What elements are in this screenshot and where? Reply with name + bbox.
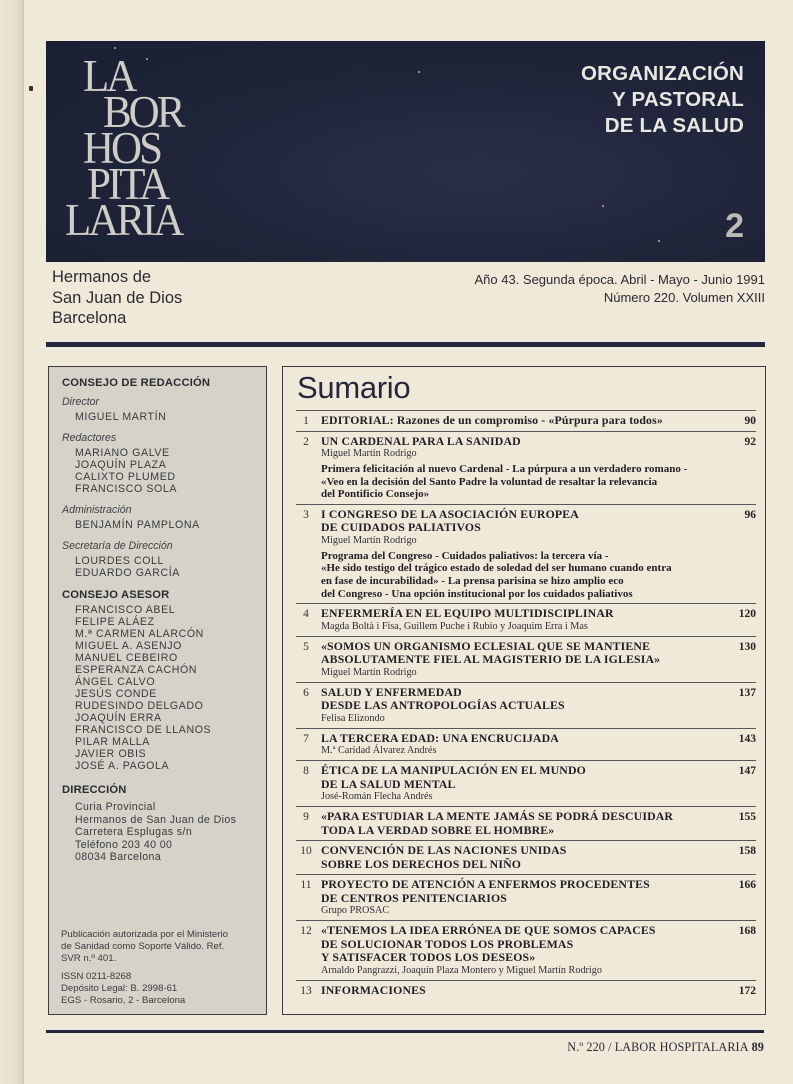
advisor-name: JESÚS CONDE (75, 688, 157, 700)
entry-number: 8 (303, 765, 309, 778)
entry-body (321, 924, 716, 977)
address-line: 08034 Barcelona (75, 851, 162, 863)
entry-title-line: UN CARDENAL PARA LA SANIDAD (321, 433, 521, 448)
advisor-name: ESPERANZA CACHÓN (75, 664, 198, 676)
entry-subtopic-line: Primera felicitación al nuevo Cardenal - La púrpura a un verdadero romano - (321, 463, 688, 475)
entry-body (321, 607, 716, 633)
advisor-name: JOSÉ A. PAGOLA (75, 760, 170, 772)
advisor-name: M.ª CARMEN ALARCÓN (75, 628, 204, 640)
entry-page-number: 120 (738, 608, 756, 621)
entry-page-number: 172 (738, 984, 756, 997)
entry-title-line: I CONGRESO DE LA ASOCIACIÓN EUROPEA (321, 506, 579, 521)
issue-volume-line: Número 220. Volumen XXIII (603, 290, 765, 305)
entry-author: Magda Boltà i Fisa, Guillem Puche i Rubio y Joaquim Erra i Mas (321, 620, 588, 632)
banner-title-line: DE LA SALUD (604, 114, 744, 137)
banner-title-line: ORGANIZACIÓN (581, 62, 744, 85)
entry-page-number: 158 (738, 845, 756, 858)
publisher-block (52, 267, 182, 329)
table-of-contents (282, 366, 766, 1015)
authorization-line: de Sanidad como Soporte Válido. Ref. (61, 941, 225, 952)
entry-page-number: 143 (738, 732, 756, 745)
print-speck (658, 240, 660, 242)
entry-subtopic-line: «Veo en la decisión del Santo Padre la voluntad de resaltar la relevancia (321, 475, 658, 488)
entry-number: 2 (303, 435, 309, 448)
toc-title: Sumario (297, 370, 411, 405)
advisor-name: ÁNGEL CALVO (75, 676, 156, 688)
entry-title-line: SOBRE LOS DERECHOS DEL NIÑO (321, 856, 522, 871)
entry-title-line: ÉTICA DE LA MANIPULACIÓN EN EL MUNDO (321, 763, 586, 778)
toc-entry (296, 410, 756, 431)
entry-author: Miguel Martín Rodrigo (321, 448, 417, 459)
print-speck (114, 47, 116, 49)
footer-running-title: N.º 220 / LABOR HOSPITALARIA (567, 1040, 749, 1054)
entry-page-number: 166 (738, 879, 756, 892)
toc-entry (296, 920, 756, 980)
entry-number: 11 (300, 879, 312, 892)
entry-body (321, 508, 716, 600)
entry-subtopic-line: del Pontificio Consejo» (321, 488, 430, 501)
consejo-redaccion-heading: CONSEJO DE REDACCIÓN (62, 377, 211, 389)
toc-entry (296, 840, 756, 874)
advisor-name: FELIPE ALÁEZ (75, 616, 155, 628)
staff-name: MARIANO GALVE (75, 447, 170, 459)
role-label: Redactores (62, 432, 117, 444)
entry-page-number: 155 (738, 811, 756, 824)
direccion-heading: DIRECCIÓN (62, 784, 127, 796)
logo-line: LARIA (65, 195, 182, 246)
entry-page-number: 130 (738, 640, 756, 653)
print-speck (602, 205, 604, 207)
entry-title-line: DESDE LAS ANTROPOLOGÍAS ACTUALES (321, 698, 565, 713)
toc-entry (296, 636, 756, 682)
staff-name: FRANCISCO SOLA (75, 483, 177, 495)
names-list (62, 411, 266, 423)
entry-title-line: ABSOLUTAMENTE FIEL AL MAGISTERIO DE LA IGLESIA» (321, 652, 661, 667)
advisor-name: PILAR MALLA (75, 736, 150, 748)
print-speck (29, 86, 33, 91)
entry-title-line: «SOMOS UN ORGANISMO ECLESIAL QUE SE MANTIENE (321, 638, 651, 653)
entry-subtopic-line: «He sido testigo del trágico estado de soledad del ser humano cuando entra (321, 562, 672, 575)
entry-number: 6 (303, 686, 309, 699)
advisor-name: JAVIER OBIS (75, 748, 147, 760)
print-speck (146, 58, 148, 60)
entry-body (321, 640, 716, 679)
entry-number: 10 (300, 845, 312, 858)
toc-entry (296, 760, 756, 806)
entry-author: M.ª Caridad Álvarez Andrés (321, 745, 437, 757)
publisher-line: Barcelona (52, 309, 127, 327)
toc-entry (296, 603, 756, 636)
labor-hospitalaria-logo (65, 51, 245, 246)
footer-rule (46, 1030, 764, 1033)
toc-entry (296, 504, 756, 603)
entry-number: 13 (300, 984, 312, 997)
staff-box (48, 366, 267, 1015)
masthead-banner (46, 41, 765, 262)
entry-author: José-Román Flecha Andrés (321, 791, 433, 803)
entry-body (321, 984, 716, 998)
entry-author: Grupo PROSAC (321, 905, 390, 917)
advisor-name: FRANCISCO DE LLANOS (75, 724, 212, 736)
names-list (62, 447, 266, 495)
advisor-name: JOAQUÍN ERRA (75, 712, 162, 724)
toc-entry (296, 980, 756, 1001)
entry-number: 3 (303, 508, 309, 521)
publisher-line: San Juan de Dios (52, 288, 183, 307)
entry-subtopics (321, 463, 716, 501)
page-gutter (0, 0, 24, 1084)
advisor-name: RUDESINDO DELGADO (75, 700, 204, 712)
entry-number: 4 (303, 608, 309, 621)
entry-title-line: LA TERCERA EDAD: UNA ENCRUCIJADA (321, 730, 559, 745)
entry-title-line: INFORMACIONES (321, 982, 426, 997)
advisor-name: MIGUEL A. ASENJO (75, 640, 182, 652)
consejo-asesor-heading: CONSEJO ASESOR (62, 589, 170, 601)
staff-name: BENJAMÍN PAMPLONA (75, 519, 200, 531)
advisor-name: MANUEL CEBEIRO (75, 652, 178, 664)
staff-name: MIGUEL MARTÍN (75, 411, 167, 423)
entry-body (321, 414, 716, 428)
staff-name: CALIXTO PLUMED (75, 471, 176, 483)
entry-number: 5 (303, 640, 309, 653)
names-list (62, 555, 266, 579)
entry-subtopic-line: en fase de incurabilidad» - La prensa parisina se hizo amplio eco (321, 574, 624, 587)
entry-body (321, 686, 716, 725)
address-block (62, 801, 266, 864)
staff-name: EDUARDO GARCÍA (75, 567, 180, 579)
legal-block (61, 929, 228, 1007)
entry-page-number: 92 (744, 435, 756, 448)
page-number: 89 (751, 1040, 764, 1054)
entry-title-line: DE CUIDADOS PALIATIVOS (321, 520, 481, 535)
logo-line: BOR (103, 87, 183, 138)
entry-body (321, 878, 716, 917)
entry-body (321, 810, 716, 837)
entry-body (321, 435, 716, 501)
authorization-line: Publicación autorizada por el Ministerio (61, 929, 228, 940)
address-line: Curia Provincial (75, 801, 156, 813)
entry-title-line: PROYECTO DE ATENCIÓN A ENFERMOS PROCEDENTES (321, 877, 650, 892)
authorization-line: SVR n.º 401. (61, 953, 117, 964)
toc-entry (296, 682, 756, 728)
entry-body (321, 764, 716, 803)
address-line: Hermanos de San Juan de Dios (75, 813, 237, 826)
logo-line: HOS (83, 123, 161, 174)
logo-line: LA (83, 51, 135, 102)
entry-title-line: DE CENTROS PENITENCIARIOS (321, 890, 507, 905)
entry-body (321, 732, 716, 758)
deposito-legal: Depósito Legal: B. 2998-61 (61, 983, 178, 994)
entry-number: 1 (303, 415, 309, 427)
publisher-line: Hermanos de (52, 268, 152, 286)
names-list (62, 519, 266, 531)
page-footer (567, 1040, 764, 1055)
entry-number: 7 (303, 732, 309, 745)
toc-list (296, 410, 756, 1000)
entry-page-number: 137 (738, 686, 756, 699)
issue-number: 2 (725, 207, 744, 245)
entry-subtopic-line: Programa del Congreso - Cuidados paliativos: la tercera vía - (321, 549, 609, 562)
publication-meta (474, 271, 765, 307)
entry-subtopics (321, 550, 716, 600)
banner-title-line: Y PASTORAL (612, 88, 744, 111)
role-label: Secretaría de Dirección (62, 540, 173, 552)
entry-body (321, 844, 716, 871)
entry-author: Miguel Martín Rodrigo (321, 534, 417, 546)
print-speck (418, 71, 420, 73)
toc-entry (296, 431, 756, 504)
staff-name: LOURDES COLL (75, 555, 165, 567)
toc-entry (296, 874, 756, 920)
entry-author: Arnaldo Pangrazzi, Joaquín Plaza Montero y Miguel Martín Rodrigo (321, 964, 602, 976)
staff-name: JOAQUÍN PLAZA (75, 459, 167, 471)
role-label: Director (62, 396, 100, 408)
entry-author: Felisa Elizondo (321, 712, 385, 724)
entry-title-line: CONVENCIÓN DE LAS NACIONES UNIDAS (321, 843, 567, 858)
address-line: Teléfono 203 40 00 (75, 838, 173, 851)
entry-page-number: 168 (738, 925, 756, 938)
entry-title-line: Y SATISFACER TODOS LOS DESEOS» (321, 950, 536, 965)
entry-number: 9 (303, 811, 309, 824)
entry-title-line: DE SOLUCIONAR TODOS LOS PROBLEMAS (321, 936, 574, 951)
entry-title-line: ENFERMERÍA EN EL EQUIPO MULTIDISCIPLINAR (321, 606, 614, 621)
entry-number: 12 (300, 925, 312, 938)
toc-entry (296, 728, 756, 761)
advisors-list (62, 604, 266, 772)
logo-line: PITA (87, 159, 168, 210)
entry-page-number: 147 (738, 765, 756, 778)
role-label: Administración (62, 504, 132, 516)
toc-entry (296, 806, 756, 840)
issue-date-line: Año 43. Segunda época. Abril - Mayo - Junio 1991 (474, 272, 765, 287)
entry-title-line: TODA LA VERDAD SOBRE EL HOMBRE» (321, 822, 555, 837)
header-rule (46, 342, 765, 347)
entry-page-number: 96 (744, 508, 756, 521)
printer: EGS - Rosario, 2 - Barcelona (61, 995, 186, 1006)
entry-subtopic-line: del Congreso - Una opción institucional por los cuidados paliativos (321, 587, 633, 600)
entry-title-line: SALUD Y ENFERMEDAD (321, 684, 462, 699)
entry-title-line: «PARA ESTUDIAR LA MENTE JAMÁS SE PODRÁ DESCUIDAR (321, 809, 674, 824)
banner-title (581, 61, 744, 139)
issn: ISSN 0211-8268 (61, 971, 132, 982)
entry-title-line: DE LA SALUD MENTAL (321, 776, 456, 791)
entry-title-line: EDITORIAL: Razones de un compromiso - «Púrpura para todos» (321, 413, 663, 427)
entry-title-line: «TENEMOS LA IDEA ERRÓNEA DE QUE SOMOS CAPACES (321, 923, 656, 938)
address-line: Carretera Esplugas s/n (75, 826, 193, 838)
entry-author: Miguel Martín Rodrigo (321, 666, 417, 678)
entry-page-number: 90 (744, 415, 756, 427)
advisor-name: FRANCISCO ABEL (75, 604, 176, 616)
